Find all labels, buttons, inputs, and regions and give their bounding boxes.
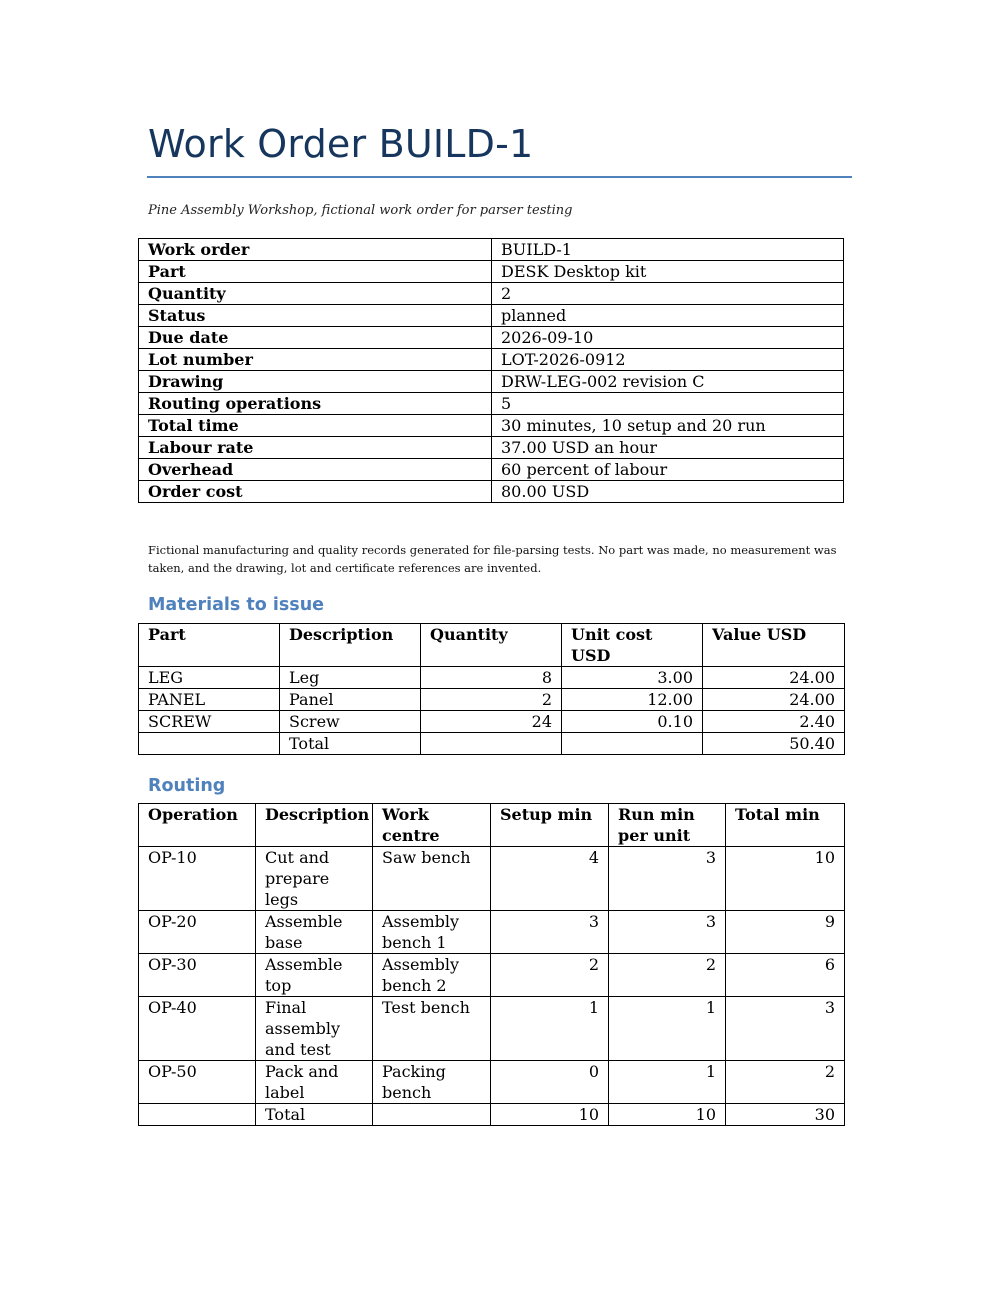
routing-total-label: Total	[256, 1104, 373, 1126]
routing-work-centre: Saw bench	[373, 847, 491, 911]
summary-row	[139, 261, 844, 283]
summary-value: 2	[492, 283, 844, 305]
routing-setup-min: 4	[491, 847, 609, 911]
empty-cell	[421, 733, 562, 755]
routing-total-min: 10	[726, 847, 845, 911]
materials-total-label: Total	[280, 733, 421, 755]
summary-value: 80.00 USD	[492, 481, 844, 503]
materials-column-header: Quantity	[421, 624, 562, 667]
summary-value: LOT-2026-0912	[492, 349, 844, 371]
routing-description: Cut and prepare legs	[256, 847, 373, 911]
summary-row	[139, 305, 844, 327]
material-part: PANEL	[139, 689, 280, 711]
material-quantity: 8	[421, 667, 562, 689]
summary-value: DESK Desktop kit	[492, 261, 844, 283]
document-title: Work Order BUILD-1	[148, 122, 534, 166]
summary-row	[139, 437, 844, 459]
summary-value: 60 percent of labour	[492, 459, 844, 481]
routing-total-min-sum: 30	[726, 1104, 845, 1126]
routing-work-centre: Assembly bench 2	[373, 954, 491, 997]
material-value: 24.00	[703, 689, 845, 711]
summary-row	[139, 371, 844, 393]
summary-label: Lot number	[139, 349, 492, 371]
routing-total-run: 10	[609, 1104, 726, 1126]
routing-total-min: 3	[726, 997, 845, 1061]
materials-row	[139, 711, 845, 733]
routing-total-row	[139, 1104, 845, 1126]
routing-heading: Routing	[148, 776, 226, 796]
routing-row	[139, 954, 845, 997]
summary-label: Drawing	[139, 371, 492, 393]
material-value: 2.40	[703, 711, 845, 733]
routing-setup-min: 0	[491, 1061, 609, 1104]
routing-run-min: 2	[609, 954, 726, 997]
materials-column-header: Part	[139, 624, 280, 667]
routing-work-centre: Test bench	[373, 997, 491, 1061]
routing-column-header: Work centre	[373, 804, 491, 847]
routing-operation: OP-50	[139, 1061, 256, 1104]
summary-row	[139, 393, 844, 415]
summary-label: Order cost	[139, 481, 492, 503]
summary-label: Work order	[139, 239, 492, 261]
materials-heading: Materials to issue	[148, 595, 325, 615]
material-description: Leg	[280, 667, 421, 689]
materials-row	[139, 689, 845, 711]
routing-operation: OP-10	[139, 847, 256, 911]
routing-work-centre: Packing bench	[373, 1061, 491, 1104]
work-order-summary-table	[138, 238, 844, 503]
title-rule	[147, 176, 852, 178]
routing-operation: OP-20	[139, 911, 256, 954]
routing-run-min: 3	[609, 911, 726, 954]
materials-table	[138, 623, 845, 755]
routing-setup-min: 3	[491, 911, 609, 954]
materials-header-row	[139, 624, 845, 667]
material-unit-cost: 3.00	[562, 667, 703, 689]
routing-description: Final assembly and test	[256, 997, 373, 1061]
material-quantity: 24	[421, 711, 562, 733]
materials-column-header: Unit cost USD	[562, 624, 703, 667]
summary-row	[139, 327, 844, 349]
material-part: SCREW	[139, 711, 280, 733]
summary-label: Routing operations	[139, 393, 492, 415]
routing-row	[139, 847, 845, 911]
document-subtitle: Pine Assembly Workshop, fictional work order for parser testing	[148, 203, 573, 218]
summary-value: planned	[492, 305, 844, 327]
empty-cell	[139, 733, 280, 755]
summary-row	[139, 349, 844, 371]
routing-column-header: Total min	[726, 804, 845, 847]
routing-run-min: 3	[609, 847, 726, 911]
routing-description: Pack and label	[256, 1061, 373, 1104]
routing-total-min: 9	[726, 911, 845, 954]
summary-value: BUILD-1	[492, 239, 844, 261]
empty-cell	[562, 733, 703, 755]
routing-setup-min: 1	[491, 997, 609, 1061]
material-value: 24.00	[703, 667, 845, 689]
routing-header-row	[139, 804, 845, 847]
routing-table	[138, 803, 845, 1126]
summary-label: Status	[139, 305, 492, 327]
summary-value: 37.00 USD an hour	[492, 437, 844, 459]
disclaimer-note: Fictional manufacturing and quality records generated for file-parsing tests. No part was made, no measurement was taken, and the drawing, lot and certificate references are invented.	[148, 543, 837, 575]
summary-label: Labour rate	[139, 437, 492, 459]
summary-label: Overhead	[139, 459, 492, 481]
summary-row	[139, 283, 844, 305]
routing-total-setup: 10	[491, 1104, 609, 1126]
materials-total-row	[139, 733, 845, 755]
routing-row	[139, 911, 845, 954]
empty-cell	[373, 1104, 491, 1126]
material-unit-cost: 0.10	[562, 711, 703, 733]
routing-total-min: 2	[726, 1061, 845, 1104]
routing-row	[139, 1061, 845, 1104]
summary-value: 5	[492, 393, 844, 415]
summary-value: 30 minutes, 10 setup and 20 run	[492, 415, 844, 437]
materials-column-header: Description	[280, 624, 421, 667]
materials-column-header: Value USD	[703, 624, 845, 667]
summary-label: Due date	[139, 327, 492, 349]
summary-label: Part	[139, 261, 492, 283]
routing-row	[139, 997, 845, 1061]
summary-row	[139, 459, 844, 481]
summary-row	[139, 239, 844, 261]
routing-operation: OP-30	[139, 954, 256, 997]
summary-value: 2026-09-10	[492, 327, 844, 349]
summary-row	[139, 481, 844, 503]
material-description: Panel	[280, 689, 421, 711]
routing-total-min: 6	[726, 954, 845, 997]
routing-column-header: Operation	[139, 804, 256, 847]
materials-row	[139, 667, 845, 689]
routing-description: Assemble base	[256, 911, 373, 954]
routing-description: Assemble top	[256, 954, 373, 997]
empty-cell	[139, 1104, 256, 1126]
routing-setup-min: 2	[491, 954, 609, 997]
summary-value: DRW-LEG-002 revision C	[492, 371, 844, 393]
material-description: Screw	[280, 711, 421, 733]
routing-column-header: Setup min	[491, 804, 609, 847]
materials-total-value: 50.40	[703, 733, 845, 755]
routing-operation: OP-40	[139, 997, 256, 1061]
routing-work-centre: Assembly bench 1	[373, 911, 491, 954]
routing-column-header: Description	[256, 804, 373, 847]
material-quantity: 2	[421, 689, 562, 711]
summary-label: Quantity	[139, 283, 492, 305]
material-part: LEG	[139, 667, 280, 689]
material-unit-cost: 12.00	[562, 689, 703, 711]
summary-label: Total time	[139, 415, 492, 437]
routing-run-min: 1	[609, 997, 726, 1061]
routing-run-min: 1	[609, 1061, 726, 1104]
routing-column-header: Run min per unit	[609, 804, 726, 847]
summary-row	[139, 415, 844, 437]
